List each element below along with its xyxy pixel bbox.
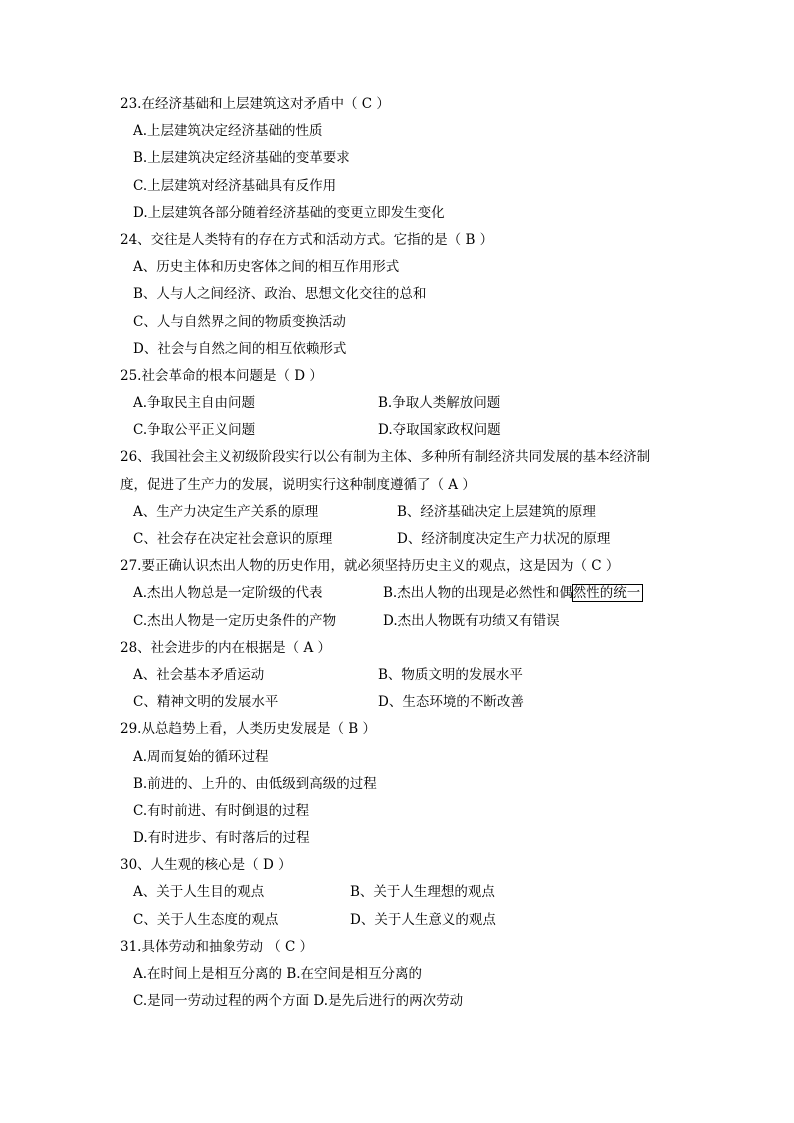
option-b: B、关于人生理想的观点 — [350, 884, 495, 901]
option-d: D.杰出人物既有功绩又有错误 — [383, 612, 560, 629]
option-a: A、关于人生目的观点 — [133, 884, 265, 901]
option-b: B.争取人类解放问题 — [378, 395, 501, 412]
question-stem: 25.社会革命的根本问题是（ D ） — [120, 367, 323, 384]
option-d: D、社会与自然之间的相互依赖形式 — [133, 340, 347, 357]
option-b: B、人与人之间经济、政治、思想文化交往的总和 — [133, 286, 427, 303]
question-stem: 29.从总趋势上看，人类历史发展是（ B ） — [120, 721, 376, 738]
option-d: D、关于人生意义的观点 — [350, 911, 496, 928]
option-line: C.是同一劳动过程的两个方面 D.是先后进行的两次劳动 — [133, 993, 464, 1010]
option-row — [120, 689, 690, 716]
option-a: A.周而复始的循环过程 — [133, 748, 269, 765]
option-row — [120, 417, 690, 444]
option-row — [120, 662, 690, 689]
option-d: D.夺取国家政权问题 — [378, 422, 501, 439]
option-b — [383, 580, 642, 607]
option-c: C、关于人生态度的观点 — [133, 911, 279, 928]
option-row — [120, 499, 690, 526]
option-d: D、生态环境的不断改善 — [378, 694, 524, 711]
question-list — [120, 91, 690, 1015]
question-stem: 26、我国社会主义初级阶段实行以公有制为主体、多种所有制经济共同发展的基本经济制 — [120, 449, 651, 466]
option-row — [120, 879, 690, 906]
option-b: B.上层建筑决定经济基础的变革要求 — [133, 150, 350, 167]
option-c: C、精神文明的发展水平 — [133, 694, 279, 711]
option-line: A.在时间上是相互分离的 B.在空间是相互分离的 — [133, 966, 423, 982]
option-d: D.有时进步、有时落后的过程 — [133, 830, 310, 847]
option-d: D、经济制度决定生产力状况的原理 — [397, 531, 611, 547]
option-d: D.上层建筑各部分随着经济基础的变更立即发生变化 — [133, 204, 445, 221]
question-stem: 28、社会进步的内在根据是（ A ） — [120, 639, 332, 656]
option-b-text: B.杰出人物的出现是必然性和偶 — [383, 585, 573, 602]
option-a: A.争取民主自由问题 — [133, 395, 256, 412]
question-stem: 31.具体劳动和抽象劳动 （ C ） — [120, 938, 314, 955]
option-b: B.前进的、上升的、由低级到高级的过程 — [133, 775, 377, 792]
boxed-text: 然性的统一 — [572, 585, 641, 602]
option-c: C、人与自然界之间的物质变换活动 — [133, 313, 346, 330]
option-row — [120, 608, 690, 635]
option-b: B、经济基础决定上层建筑的原理 — [397, 503, 596, 520]
option-c: C.上层建筑对经济基础具有反作用 — [133, 177, 337, 194]
option-a: A、社会基本矛盾运动 — [133, 666, 265, 683]
option-row — [120, 390, 690, 417]
question-stem: 27.要正确认识杰出人物的历史作用，就必须坚持历史主义的观点，这是因为（ C ） — [120, 558, 620, 575]
option-c: C.杰出人物是一定历史条件的产物 — [133, 612, 337, 629]
option-a: A、历史主体和历史客体之间的相互作用形式 — [133, 259, 400, 276]
option-row — [120, 907, 690, 934]
option-row — [120, 526, 690, 553]
question-stem: 23.在经济基础和上层建筑这对矛盾中（ C ） — [120, 96, 390, 112]
question-stem: 30、人生观的核心是（ D ） — [120, 857, 292, 874]
option-a: A、生产力决定生产关系的原理 — [133, 503, 319, 520]
question-stem-continued: 度，促进了生产力的发展，说明实行这种制度遵循了（ A ） — [120, 476, 476, 493]
option-row — [120, 580, 690, 607]
option-c: C.争取公平正义问题 — [133, 422, 256, 439]
question-stem: 24、交往是人类特有的存在方式和活动方式。它指的是（ B ） — [120, 231, 494, 248]
option-a: A.上层建筑决定经济基础的性质 — [133, 123, 323, 140]
option-a: A.杰出人物总是一定阶级的代表 — [133, 585, 323, 602]
option-c: C、社会存在决定社会意识的原理 — [133, 531, 333, 547]
option-c: C.有时前进、有时倒退的过程 — [133, 802, 310, 819]
option-b: B、物质文明的发展水平 — [378, 666, 523, 683]
